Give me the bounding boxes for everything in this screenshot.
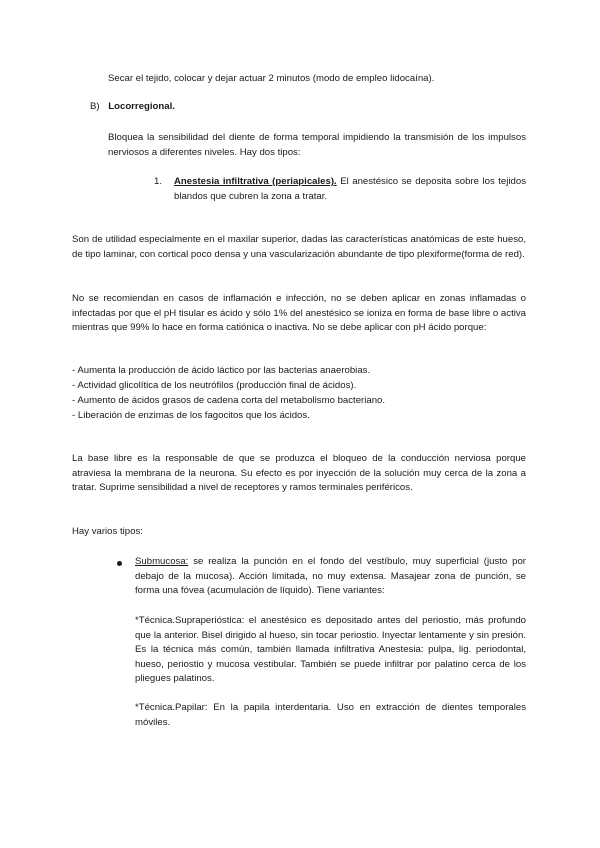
tecnica-papilar: *Técnica.Papilar: En la papila interdentaria. Uso en extracción de dientes temporales móviles.: [135, 702, 526, 728]
submucosa-paragraph: [135, 555, 526, 599]
tecnica-supraperiostica: *Técnica.Supraperióstica: el anestésico es depositado antes del periostio, más profundo que la anterior. Bisel dirigido al hueso, sin tocar periostio. Inyectar lentamente y sin presión. Es la técnica más común, también llamada infiltrativa Anestesia: pulpa, lig. periodontal, hueso, periostio y mucosa vestibular. También se puede infiltrar por palatino cerca de los pliegues palatinos.: [135, 615, 526, 685]
section-b-marker: B): [90, 101, 100, 112]
reason-2: - Actividad glicolítica de los neutrófilos (producción final de ácidos).: [72, 380, 357, 391]
bullet-icon: [117, 561, 122, 566]
item1-paragraph: [174, 175, 526, 204]
submucosa-label: Submucosa:: [135, 556, 189, 567]
para-base-libre: La base libre es la responsable de que se produzca el bloqueo de la conducción nerviosa porque atraviesa la membrana de la neurona. Su efecto es por inyección de la solución muy cerca de la zona a tratar. Suprime sensibilidad a nivel de receptores y ramos terminales periféricos.: [72, 453, 526, 494]
reason-1: - Aumenta la producción de ácido láctico por las bacterias anaerobias.: [72, 365, 371, 376]
submucosa-text: se realiza la punción en el fondo del vestíbulo, muy superficial (justo por debajo de la mucosa). Acción limitada, no muy extensa. Masajear zona de punción, se forma una fóvea (acumulación de líquido). Tiene variantes:: [135, 556, 526, 597]
item1-number: 1.: [154, 176, 163, 187]
section-b-title: Locorregional.: [108, 101, 175, 112]
hay-varios-tipos: Hay varios tipos:: [72, 526, 143, 537]
intro-line: Secar el tejido, colocar y dejar actuar 2 minutos (modo de empleo lidocaína).: [108, 73, 435, 84]
reason-4: - Liberación de enzimas de los fagocitos que los ácidos.: [72, 410, 310, 421]
para-utilidad: Son de utilidad especialmente en el maxilar superior, dadas las características anatómicas de este hueso, de tipo laminar, con cortical poco densa y una vascularización abundante de tipo plexiforme(forma de red).: [72, 234, 526, 260]
section-b-text: Bloquea la sensibilidad del diente de forma temporal impidiendo la transmisión de los impulsos nerviosos a diferentes niveles. Hay dos tipos:: [108, 132, 526, 158]
section-b-heading: [90, 100, 175, 115]
para-no-recomiendan: No se recomiendan en casos de inflamación e infección, no se deben aplicar en zonas inflamadas o infectadas por que el pH tisular es ácido y sólo 1% del anestésico se ioniza en forma de base libre o activa mientras que 99% lo hace en forma catiónica o inactiva. No se debe aplicar con pH ácido porque:: [72, 293, 526, 334]
reason-3: - Aumento de ácidos grasos de cadena corta del metabolismo bacteriano.: [72, 395, 386, 406]
item1-text: El anestésico se deposita sobre los tejidos blandos que cubren la zona a tratar.: [174, 176, 527, 202]
item1-title: Anestesia infiltrativa (periapicales).: [174, 176, 337, 187]
